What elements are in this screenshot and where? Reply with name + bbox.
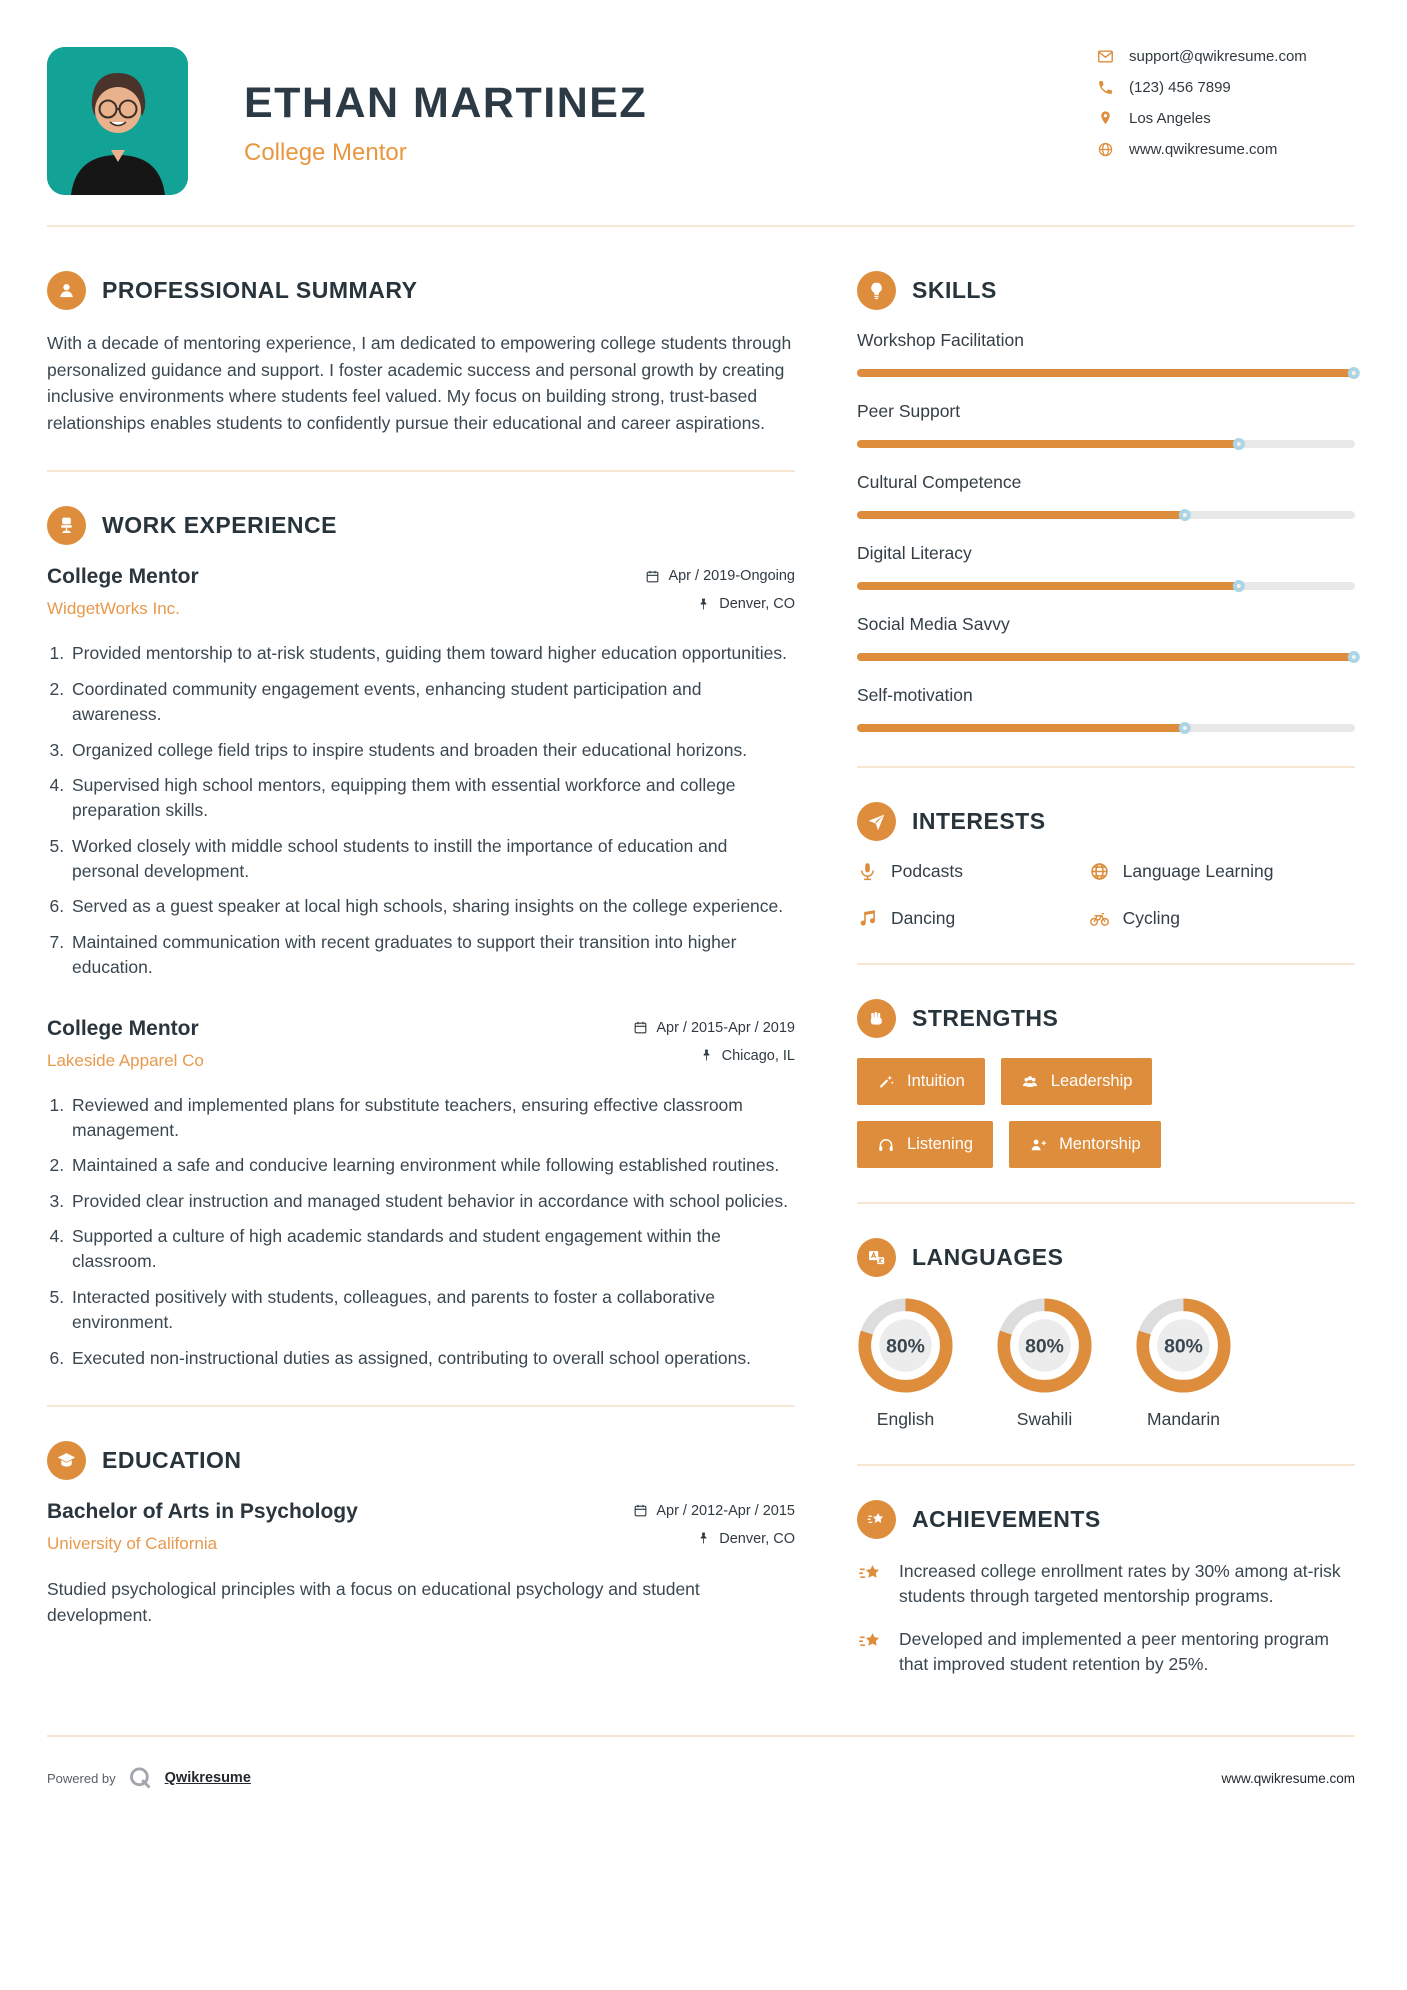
language-item xyxy=(996,1297,1093,1430)
header-identity xyxy=(244,47,647,167)
skill-item xyxy=(857,330,1355,377)
job-bullet: 4. Supported a culture of high academic standards and student engagement within the classroom. xyxy=(69,1224,795,1275)
achievement-item xyxy=(857,1559,1355,1610)
candidate-title: College Mentor xyxy=(244,139,407,166)
job-location: Denver, CO xyxy=(645,596,795,612)
strengths-list xyxy=(857,1058,1277,1168)
languages-list xyxy=(857,1297,1355,1430)
job-company: WidgetWorks Inc. xyxy=(47,599,180,619)
interest-label: Dancing xyxy=(891,908,956,928)
users-icon xyxy=(1021,1073,1039,1091)
strengths-section-heading xyxy=(857,999,1355,1038)
bicycle-icon xyxy=(1089,908,1110,929)
contact-website[interactable] xyxy=(1097,141,1355,158)
strength-label: Intuition xyxy=(907,1072,965,1090)
profile-photo xyxy=(47,47,188,195)
job-bullet: 6. Executed non-instructional duties as assigned, contributing to overall school operations. xyxy=(69,1346,795,1371)
shooting-star-icon xyxy=(857,1500,896,1539)
job-entry xyxy=(47,565,795,980)
section-title: INTERESTS xyxy=(912,808,1046,834)
contact-website-text: www.qwikresume.com xyxy=(1129,141,1278,158)
section-title: STRENGTHS xyxy=(912,1005,1059,1031)
skill-slider[interactable] xyxy=(857,440,1355,448)
lightbulb-icon xyxy=(857,271,896,310)
website-icon xyxy=(1097,141,1114,158)
left-column xyxy=(47,271,795,1629)
skill-label: Self-motivation xyxy=(857,685,973,705)
strength-button[interactable] xyxy=(857,1058,985,1105)
skill-label: Social Media Savvy xyxy=(857,614,1010,634)
header-divider xyxy=(47,225,1355,227)
job-dates: Apr / 2019-Ongoing xyxy=(645,568,795,584)
skill-slider-fill xyxy=(857,511,1186,519)
graduation-cap-icon xyxy=(47,1441,86,1480)
section-divider xyxy=(47,1405,795,1407)
section-title: LANGUAGES xyxy=(912,1244,1064,1270)
skill-slider[interactable] xyxy=(857,653,1355,661)
skill-slider-handle[interactable] xyxy=(1233,438,1245,450)
section-divider xyxy=(857,963,1355,965)
language-item xyxy=(1135,1297,1232,1430)
language-donut-chart xyxy=(857,1297,954,1394)
strength-button[interactable] xyxy=(857,1121,993,1168)
skill-item xyxy=(857,685,1355,732)
section-divider xyxy=(857,766,1355,768)
skills-list xyxy=(857,330,1355,732)
qwikresume-link[interactable]: Qwikresume xyxy=(164,1770,251,1786)
section-title: EDUCATION xyxy=(102,1446,242,1473)
calendar-icon xyxy=(645,569,660,584)
achievements-list xyxy=(857,1559,1355,1678)
skill-item xyxy=(857,472,1355,519)
strength-label: Mentorship xyxy=(1059,1135,1141,1153)
globe-icon xyxy=(1089,861,1110,882)
fist-icon xyxy=(857,999,896,1038)
contact-email-text: support@qwikresume.com xyxy=(1129,48,1307,65)
section-divider xyxy=(857,1202,1355,1204)
shooting-star-icon xyxy=(857,1628,884,1655)
skill-slider[interactable] xyxy=(857,724,1355,732)
degree-title: Bachelor of Arts in Psychology xyxy=(47,1499,358,1523)
skill-slider-handle[interactable] xyxy=(1233,580,1245,592)
job-entry xyxy=(47,1017,795,1371)
interest-label: Language Learning xyxy=(1122,861,1274,881)
languages-section-heading xyxy=(857,1238,1355,1277)
header xyxy=(47,47,1355,195)
skill-slider-handle[interactable] xyxy=(1178,722,1190,734)
section-divider xyxy=(47,470,795,472)
contact-phone[interactable] xyxy=(1097,79,1355,96)
language-percent-label: 80% xyxy=(886,1335,925,1358)
language-name: English xyxy=(876,1409,935,1429)
education-location: Denver, CO xyxy=(633,1531,795,1547)
footer xyxy=(47,1765,1355,1792)
skill-label: Digital Literacy xyxy=(857,543,972,563)
job-title: College Mentor xyxy=(47,565,199,589)
language-name: Mandarin xyxy=(1147,1409,1220,1429)
achievement-text: Developed and implemented a peer mentoring program that improved student retention by 25%. xyxy=(899,1628,1329,1675)
language-item xyxy=(857,1297,954,1430)
skill-item xyxy=(857,543,1355,590)
strength-label: Leadership xyxy=(1050,1072,1133,1090)
section-divider xyxy=(857,1464,1355,1466)
job-bullet-list xyxy=(47,641,795,980)
contact-location[interactable] xyxy=(1097,110,1355,127)
skill-slider-fill xyxy=(857,653,1355,661)
calendar-icon xyxy=(633,1503,648,1518)
job-dates: Apr / 2015-Apr / 2019 xyxy=(633,1020,795,1036)
calendar-icon xyxy=(633,1020,648,1035)
school-name: University of California xyxy=(47,1533,218,1553)
skill-slider[interactable] xyxy=(857,582,1355,590)
skill-item xyxy=(857,401,1355,448)
achievements-section-heading xyxy=(857,1500,1355,1539)
section-title: SKILLS xyxy=(912,277,997,303)
interest-item xyxy=(1089,908,1355,929)
section-title: PROFESSIONAL SUMMARY xyxy=(102,277,418,303)
job-bullet: 1. Provided mentorship to at-risk students, guiding them toward higher education opportunities. xyxy=(69,641,795,666)
job-bullet: 1. Reviewed and implemented plans for substitute teachers, ensuring effective classroom management. xyxy=(69,1093,795,1144)
skill-item xyxy=(857,614,1355,661)
job-title: College Mentor xyxy=(47,1016,199,1040)
location-icon xyxy=(1097,110,1114,127)
email-icon xyxy=(1097,48,1114,65)
pushpin-icon xyxy=(696,597,711,612)
language-donut-chart xyxy=(1135,1297,1232,1394)
translate-icon xyxy=(857,1238,896,1277)
microphone-icon xyxy=(857,861,878,882)
interest-item xyxy=(857,861,1089,882)
phone-icon xyxy=(1097,79,1114,96)
footer-divider xyxy=(47,1735,1355,1737)
education-text: Studied psychological principles with a focus on educational psychology and student development. xyxy=(47,1578,700,1626)
language-percent-label: 80% xyxy=(1025,1335,1064,1358)
language-percent-label: 80% xyxy=(1164,1335,1203,1358)
job-bullet: 5. Interacted positively with students, colleagues, and parents to foster a collaborative environment. xyxy=(69,1285,795,1336)
strength-label: Listening xyxy=(907,1135,974,1153)
job-bullet: 3. Provided clear instruction and managed student behavior in accordance with school policies. xyxy=(69,1189,795,1214)
interest-label: Podcasts xyxy=(891,861,963,881)
contact-location-text: Los Angeles xyxy=(1129,110,1211,127)
skill-slider-handle[interactable] xyxy=(1348,651,1360,663)
skill-slider[interactable] xyxy=(857,369,1355,377)
work-section-heading xyxy=(47,506,795,545)
job-bullet: 2. Maintained a safe and conducive learning environment while following established routines. xyxy=(69,1153,795,1178)
shooting-star-icon xyxy=(857,1560,884,1587)
job-bullet: 6. Served as a guest speaker at local high schools, sharing insights on the college experience. xyxy=(69,894,795,919)
job-bullet: 3. Organized college field trips to inspire students and broaden their educational horizons. xyxy=(69,738,795,763)
summary-text: With a decade of mentoring experience, I am dedicated to empowering college students through personalized guidance and support. I foster academic success and personal growth by creating inclusive environments where students feel valued. My focus on building strong, trust-based relationships enables students to confidently pursue their educational and career aspirations. xyxy=(47,333,792,433)
footer-website[interactable]: www.qwikresume.com xyxy=(1221,1770,1355,1786)
skill-label: Cultural Competence xyxy=(857,472,1022,492)
contact-list xyxy=(1097,47,1355,158)
office-chair-icon xyxy=(47,506,86,545)
contact-email[interactable] xyxy=(1097,48,1355,65)
skill-slider-fill xyxy=(857,724,1186,732)
interest-item xyxy=(1089,861,1355,882)
pushpin-icon xyxy=(699,1048,714,1063)
magic-wand-icon xyxy=(877,1073,895,1091)
skill-label: Peer Support xyxy=(857,401,961,421)
section-title: ACHIEVEMENTS xyxy=(912,1506,1101,1532)
skill-slider[interactable] xyxy=(857,511,1355,519)
skill-slider-handle[interactable] xyxy=(1348,367,1360,379)
interests-list xyxy=(857,861,1355,929)
headphones-icon xyxy=(877,1136,895,1154)
powered-by-label: Powered by xyxy=(47,1770,116,1786)
interests-section-heading xyxy=(857,802,1355,841)
education-entry xyxy=(47,1500,795,1629)
music-note-icon xyxy=(857,908,878,929)
job-bullet: 2. Coordinated community engagement events, enhancing student participation and awareness. xyxy=(69,677,795,728)
pushpin-icon xyxy=(696,1531,711,1546)
profile-photo-illustration xyxy=(47,47,188,195)
job-bullet: 5. Worked closely with middle school students to instill the importance of education and personal development. xyxy=(69,834,795,885)
achievement-item xyxy=(857,1627,1355,1678)
person-icon xyxy=(47,271,86,310)
strength-button[interactable] xyxy=(1001,1058,1153,1105)
skills-section-heading xyxy=(857,271,1355,310)
education-dates: Apr / 2012-Apr / 2015 xyxy=(633,1503,795,1519)
job-bullet-list xyxy=(47,1093,795,1371)
job-bullet: 7. Maintained communication with recent graduates to support their transition into higher education. xyxy=(69,930,795,981)
section-title: WORK EXPERIENCE xyxy=(102,512,337,539)
education-section-heading xyxy=(47,1441,795,1480)
skill-label: Workshop Facilitation xyxy=(857,330,1024,350)
strength-button[interactable] xyxy=(1009,1121,1161,1168)
qwikresume-logo-icon xyxy=(127,1765,154,1792)
achievement-text: Increased college enrollment rates by 30% among at-risk students through targeted mentorship programs. xyxy=(899,1561,1341,1607)
interest-label: Cycling xyxy=(1122,908,1181,928)
job-company: Lakeside Apparel Co xyxy=(47,1050,204,1070)
language-name: Swahili xyxy=(1016,1409,1073,1429)
person-plus-icon xyxy=(1029,1136,1047,1154)
skill-slider-fill xyxy=(857,440,1240,448)
job-location: Chicago, IL xyxy=(633,1048,795,1064)
skill-slider-fill xyxy=(857,582,1240,590)
contact-phone-text: (123) 456 7899 xyxy=(1129,79,1231,96)
skill-slider-fill xyxy=(857,369,1355,377)
interest-item xyxy=(857,908,1089,929)
paper-plane-icon xyxy=(857,802,896,841)
right-column xyxy=(857,271,1355,1695)
candidate-name: ETHAN MARTINEZ xyxy=(244,79,648,127)
job-bullet: 4. Supervised high school mentors, equipping them with essential workforce and college preparation skills. xyxy=(69,773,795,824)
skill-slider-handle[interactable] xyxy=(1178,509,1190,521)
summary-section-heading xyxy=(47,271,795,310)
language-donut-chart xyxy=(996,1297,1093,1394)
powered-by xyxy=(47,1765,251,1792)
